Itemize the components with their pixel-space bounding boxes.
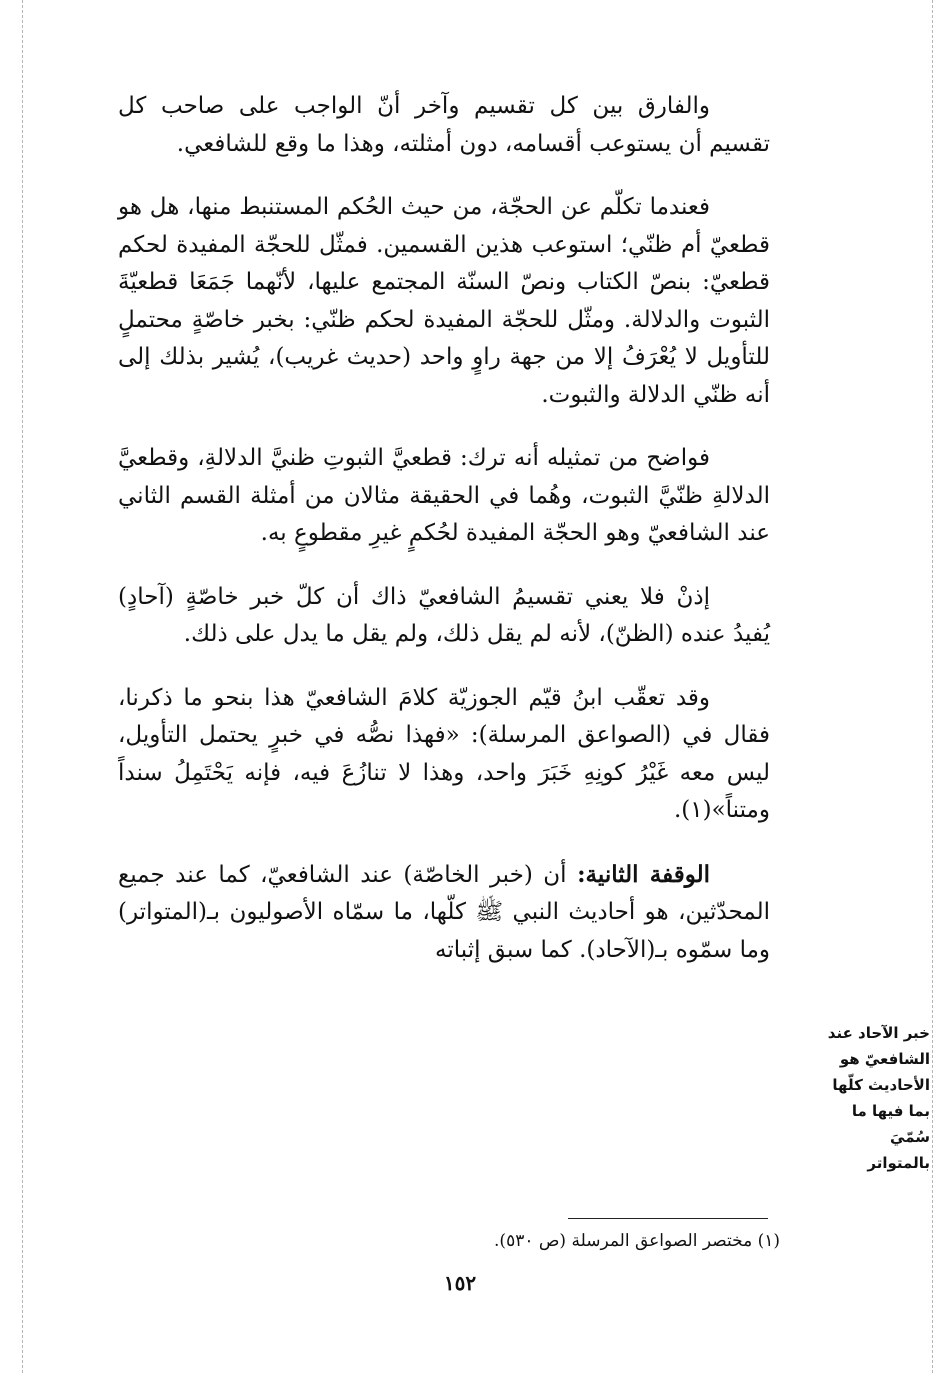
margin-note-line: الشافعيّ هو — [839, 1050, 930, 1068]
page-number: ١٥٢ — [443, 1271, 477, 1295]
page-body — [118, 88, 770, 969]
margin-note — [808, 1020, 930, 1176]
footnote: (١) مختصر الصواعق المرسلة (ص ٥٣٠). — [494, 1231, 780, 1251]
margin-note-line: بما فيها ما سُمّيَ — [851, 1102, 930, 1146]
paragraph-4: إذنْ فلا يعني تقسيمُ الشافعيّ ذاك أن كلّ خبر خاصّةٍ (آحادٍ) يُفيدُ عنده (الظنّ)، لأنه لم يقل ذلك، ولم يقل ما يدل على ذلك. — [118, 583, 770, 647]
margin-note-line: الأحاديث كلّها — [832, 1076, 930, 1094]
paragraph-6 — [118, 856, 770, 970]
paragraph-5: وقد تعقّب ابنُ قيّم الجوزيّة كلامَ الشافعيّ هذا بنحو ما ذكرنا، فقال في (الصواعق المرسلة): «فهذا نصُّه في خبرٍ يحتمل التأويل، ليس معه غَيْرُ كونِهِ خَبَرَ واحد، وهذا لا تنازُعَ فيه، فإنه يَحْتَمِلُ سنداً ومتناً»(١). — [118, 684, 770, 823]
right-scan-guide — [932, 0, 933, 1373]
paragraph-1: والفارق بين كل تقسيم وآخر أنّ الواجب على صاحب كل تقسيم أن يستوعب أقسامه، دون أمثلته، وهذا ما وقع للشافعي. — [118, 93, 770, 157]
footnote-divider — [568, 1218, 768, 1219]
margin-note-line: خبر الآحاد عند — [827, 1024, 930, 1042]
paragraph-3: فواضح من تمثيله أنه ترك: قطعيَّ الثبوتِ ظنيَّ الدلالةِ، وقطعيَّ الدلالةِ ظنّيَّ الثبوت، وهُما في الحقيقة مثالان من أمثلة القسم الثاني عند الشافعيّ وهو الحجّة المفيدة لحُكمٍ غيرِ مقطوعٍ به. — [118, 445, 770, 546]
margin-note-line: بالمتواتر — [867, 1154, 930, 1172]
paragraph-6-text: أن (خبر الخاصّة) عند الشافعيّ، كما عند جميع المحدّثين، هو أحاديث النبي ﷺ كلّها، ما سمّاه الأصوليون بـ(المتواتر) وما سمّوه بـ(الآحاد). كما سبق إثباته — [118, 861, 770, 963]
left-scan-guide — [22, 0, 23, 1373]
section-heading-inline: الوقفة الثانية: — [577, 860, 710, 888]
paragraph-2: فعندما تكلّم عن الحجّة، من حيث الحُكم المستنبط منها، هل هو قطعيّ أم ظنّي؛ استوعب هذين القسمين. فمثّل للحجّة المفيدة لحكم قطعيّ: بنصّ الكتاب ونصّ السنّة المجتمع عليها، لأنّهما جَمَعَا قطعيّةَ الثبوت والدلالة. ومثّل للحجّة المفيدة لحكم ظنّي: بخبر خاصّةٍ محتملٍ للتأويل لا يُعْرَفُ إلا من جهة راوٍ واحد (حديث غريب)، يُشير بذلك إلى أنه ظنّي الدلالة والثبوت. — [118, 194, 770, 408]
